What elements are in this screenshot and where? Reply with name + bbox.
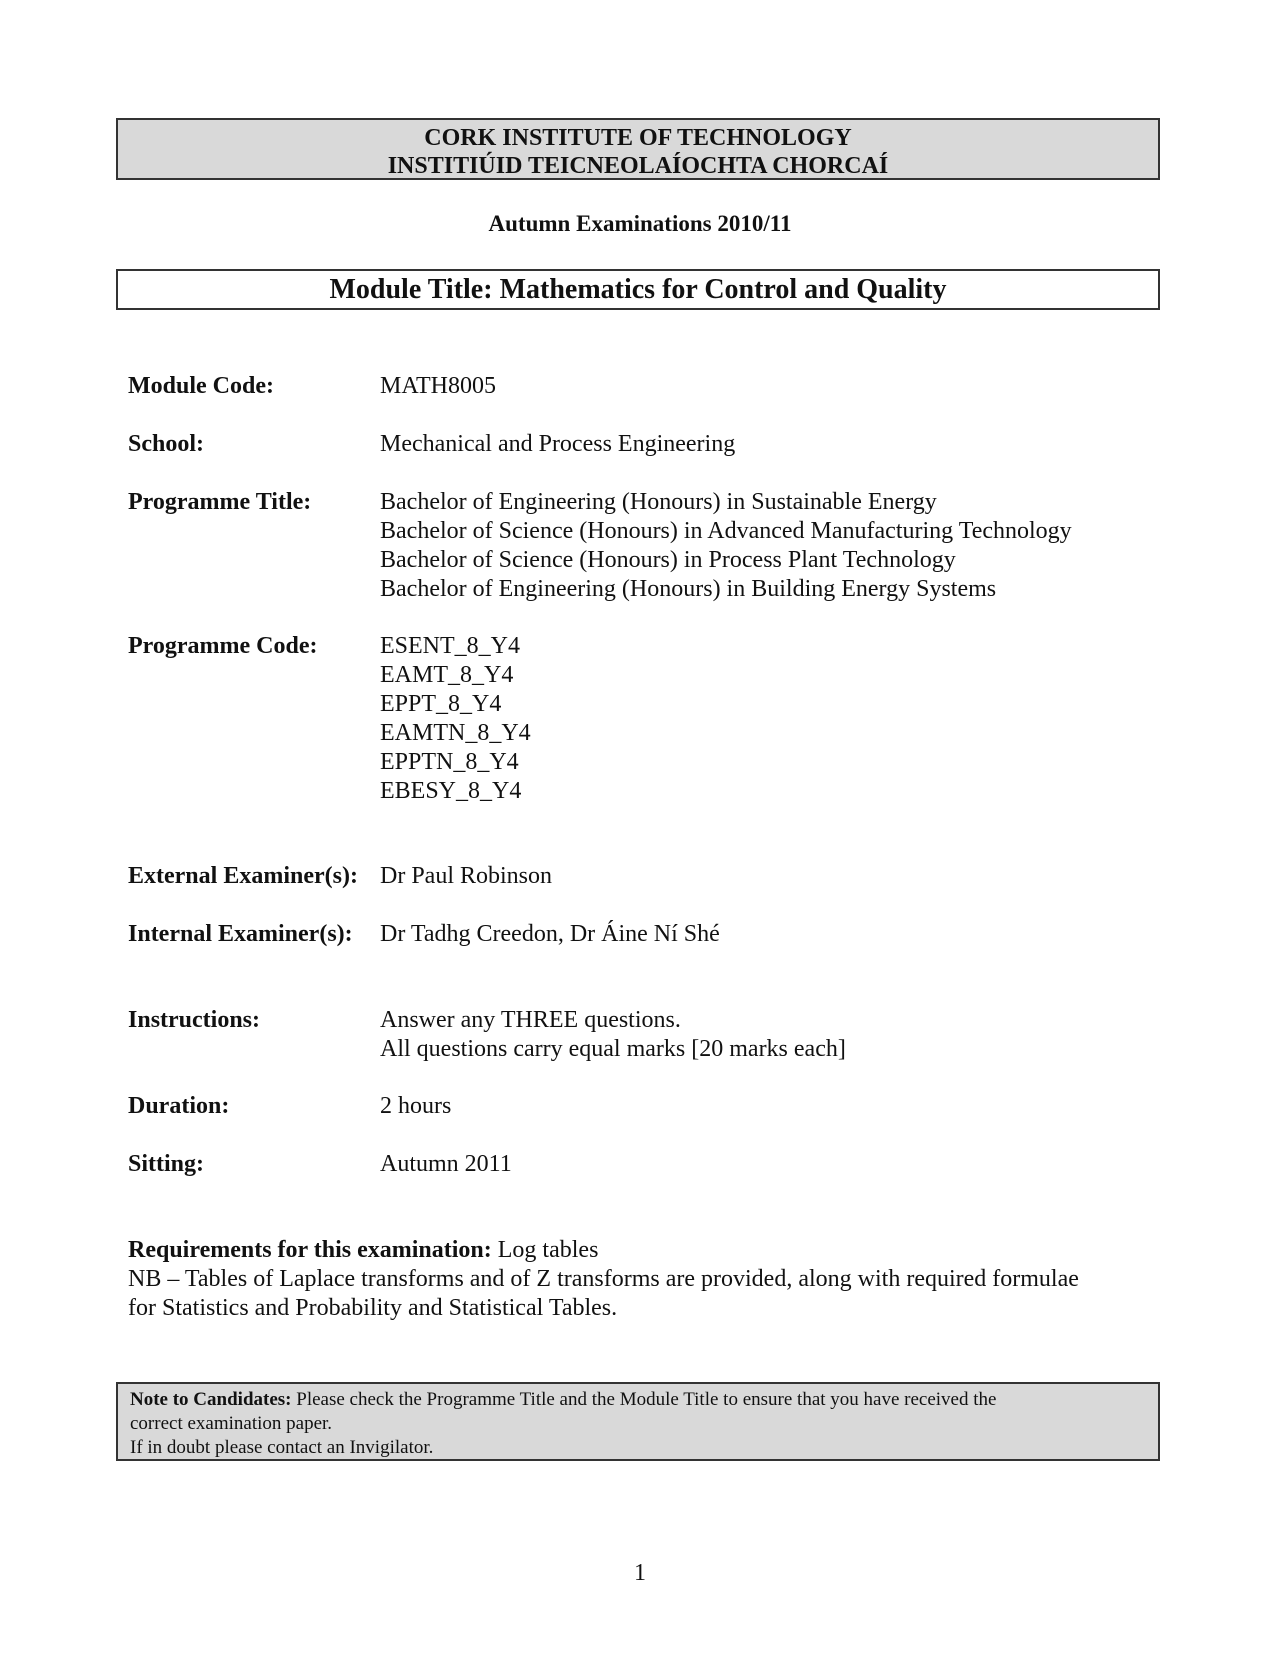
note-text-line3: If in doubt please contact an Invigilator. (130, 1437, 434, 1458)
page-number: 1 (634, 1560, 646, 1586)
programme-code-label: Programme Code: (128, 633, 318, 659)
programme-title-label: Programme Title: (128, 489, 312, 515)
institution-name-english: CORK INSTITUTE OF TECHNOLOGY (424, 125, 852, 151)
requirements-note-line2: for Statistics and Probability and Statistical Tables. (128, 1295, 618, 1321)
external-examiner-value: Dr Paul Robinson (380, 863, 553, 889)
note-line1 (130, 1388, 1148, 1412)
programme-title-item: Bachelor of Engineering (Honours) in Building Energy Systems (380, 576, 997, 602)
programme-code-item: EPPT_8_Y4 (380, 691, 502, 717)
instructions-values (380, 1006, 846, 1064)
programme-code-values (380, 632, 531, 806)
institution-header (116, 118, 1160, 180)
programme-code-item: EAMTN_8_Y4 (380, 720, 531, 746)
external-examiner-label: External Examiner(s): (128, 863, 358, 889)
requirements-note-line1: NB – Tables of Laplace transforms and of Z transforms are provided, along with required formulae (128, 1266, 1079, 1292)
programme-title-item: Bachelor of Engineering (Honours) in Sustainable Energy (380, 489, 937, 515)
programme-code-item: EAMT_8_Y4 (380, 662, 514, 688)
duration-label: Duration: (128, 1093, 230, 1119)
requirements-label: Requirements for this examination: (128, 1237, 492, 1263)
requirements-value: Log tables (497, 1237, 599, 1263)
note-label: Note to Candidates: (130, 1389, 292, 1410)
note-text-line2: correct examination paper. (130, 1413, 333, 1434)
note-to-candidates (116, 1382, 1160, 1461)
internal-examiner-label: Internal Examiner(s): (128, 921, 353, 947)
programme-title-item: Bachelor of Science (Honours) in Process Plant Technology (380, 547, 956, 573)
sitting-label: Sitting: (128, 1151, 205, 1177)
school-value: Mechanical and Process Engineering (380, 431, 736, 457)
school-label: School: (128, 431, 205, 457)
module-code-label: Module Code: (128, 373, 274, 399)
programme-code-item: EPPTN_8_Y4 (380, 749, 519, 775)
exam-session: Autumn Examinations 2010/11 (488, 211, 792, 236)
programme-title-values (380, 488, 1072, 604)
module-title: Module Title: Mathematics for Control and Quality (116, 269, 1160, 310)
internal-examiner-value: Dr Tadhg Creedon, Dr Áine Ní Shé (380, 921, 720, 947)
programme-code-item: ESENT_8_Y4 (380, 633, 520, 659)
programme-code-item: EBESY_8_Y4 (380, 778, 522, 804)
duration-value: 2 hours (380, 1093, 452, 1119)
institution-name-irish: INSTITIÚID TEICNEOLAÍOCHTA CHORCAÍ (387, 153, 889, 179)
instructions-label: Instructions: (128, 1007, 261, 1033)
sitting-value: Autumn 2011 (380, 1151, 512, 1177)
requirements-line (128, 1236, 1168, 1265)
instruction-item: All questions carry equal marks [20 marks each] (380, 1036, 846, 1062)
programme-title-item: Bachelor of Science (Honours) in Advanced Manufacturing Technology (380, 518, 1072, 544)
note-text-line1: Please check the Programme Title and the Module Title to ensure that you have received the (296, 1389, 997, 1410)
requirements-section (128, 1236, 1168, 1323)
instruction-item: Answer any THREE questions. (380, 1007, 681, 1033)
module-code-value: MATH8005 (380, 373, 497, 399)
